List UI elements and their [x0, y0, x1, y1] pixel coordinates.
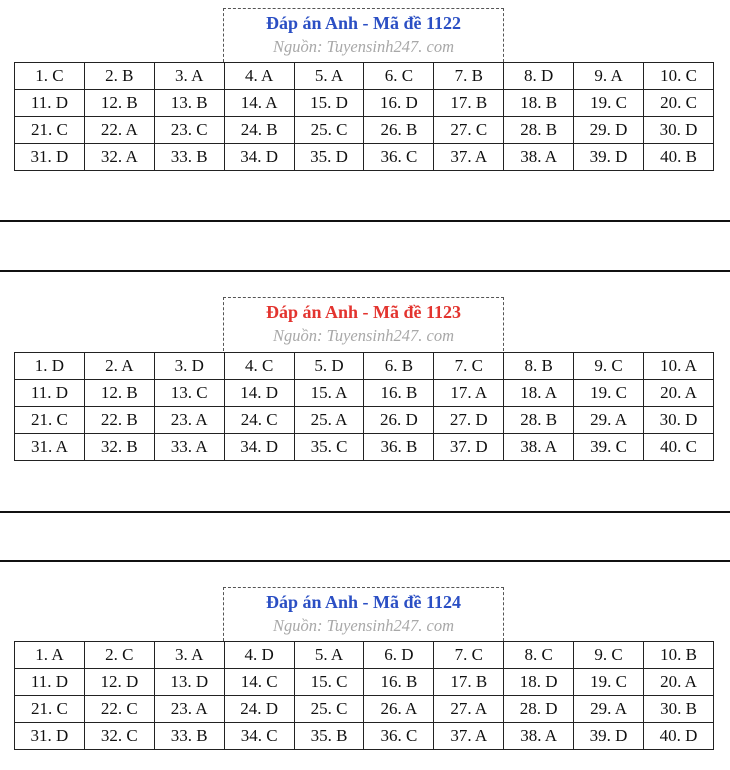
answer-cell: 32. A [84, 144, 154, 171]
answer-cell: 20. C [644, 90, 714, 117]
answer-cell: 11. D [15, 669, 85, 696]
table-row [15, 696, 714, 723]
answer-cell: 28. B [504, 117, 574, 144]
answer-cell: 7. C [434, 642, 504, 669]
answer-cell: 22. A [84, 117, 154, 144]
answer-cell: 31. D [15, 723, 85, 750]
table-row [15, 434, 714, 461]
answer-cell: 27. A [434, 696, 504, 723]
answer-cell: 35. C [294, 434, 364, 461]
answer-cell: 12. B [84, 90, 154, 117]
answer-cell: 13. B [154, 90, 224, 117]
answer-cell: 5. D [294, 353, 364, 380]
answer-cell: 27. D [434, 407, 504, 434]
source-note: Nguồn: Tuyensinh247. com [272, 616, 455, 635]
answer-cell: 2. B [84, 63, 154, 90]
answer-cell: 6. B [364, 353, 434, 380]
table-row [15, 117, 714, 144]
answer-cell: 3. A [154, 63, 224, 90]
answer-cell: 22. C [84, 696, 154, 723]
answer-cell: 24. C [224, 407, 294, 434]
answer-cell: 7. C [434, 353, 504, 380]
answer-cell: 40. D [644, 723, 714, 750]
answer-cell: 30. D [644, 407, 714, 434]
answer-cell: 24. B [224, 117, 294, 144]
answer-cell: 2. A [84, 353, 154, 380]
table-row [15, 669, 714, 696]
answer-cell: 10. B [644, 642, 714, 669]
answer-cell: 5. A [294, 63, 364, 90]
answer-cell: 8. C [504, 642, 574, 669]
answer-cell: 29. A [574, 407, 644, 434]
answer-cell: 36. B [364, 434, 434, 461]
answer-table [14, 352, 714, 461]
answer-cell: 1. D [15, 353, 85, 380]
answer-cell: 19. C [574, 669, 644, 696]
answer-cell: 12. D [84, 669, 154, 696]
answer-cell: 40. C [644, 434, 714, 461]
answer-cell: 2. C [84, 642, 154, 669]
source-note: Nguồn: Tuyensinh247. com [272, 326, 455, 345]
answer-cell: 22. B [84, 407, 154, 434]
answer-cell: 8. D [504, 63, 574, 90]
answer-cell: 15. D [294, 90, 364, 117]
answer-cell: 11. D [15, 90, 85, 117]
answer-cell: 21. C [15, 696, 85, 723]
answer-cell: 33. B [154, 144, 224, 171]
answer-cell: 14. A [224, 90, 294, 117]
answer-cell: 32. B [84, 434, 154, 461]
table-row [15, 353, 714, 380]
answer-cell: 9. C [574, 642, 644, 669]
answer-cell: 3. A [154, 642, 224, 669]
answer-cell: 29. A [574, 696, 644, 723]
answer-cell: 23. C [154, 117, 224, 144]
answer-cell: 39. D [574, 723, 644, 750]
answer-cell: 32. C [84, 723, 154, 750]
answer-cell: 10. A [644, 353, 714, 380]
table-row [15, 63, 714, 90]
answer-cell: 3. D [154, 353, 224, 380]
answer-cell: 26. B [364, 117, 434, 144]
answer-cell: 34. C [224, 723, 294, 750]
answer-cell: 30. B [644, 696, 714, 723]
answer-cell: 40. B [644, 144, 714, 171]
table-row [15, 144, 714, 171]
answer-cell: 20. A [644, 669, 714, 696]
answer-cell: 36. C [364, 723, 434, 750]
answer-cell: 23. A [154, 407, 224, 434]
table-row [15, 642, 714, 669]
answer-cell: 18. D [504, 669, 574, 696]
answer-cell: 31. A [15, 434, 85, 461]
answer-cell: 13. C [154, 380, 224, 407]
answer-cell: 28. D [504, 696, 574, 723]
answer-cell: 14. D [224, 380, 294, 407]
answer-table [14, 641, 714, 750]
answer-cell: 35. B [294, 723, 364, 750]
answer-cell: 19. C [574, 90, 644, 117]
answer-cell: 29. D [574, 117, 644, 144]
answer-cell: 37. A [434, 144, 504, 171]
divider-line [0, 511, 730, 513]
section-header [223, 8, 504, 62]
answer-cell: 34. D [224, 144, 294, 171]
answer-cell: 23. A [154, 696, 224, 723]
section-title: Đáp án Anh - Mã đề 1124 [265, 592, 462, 612]
answer-table [14, 62, 714, 171]
answer-cell: 24. D [224, 696, 294, 723]
answer-cell: 37. D [434, 434, 504, 461]
answer-cell: 17. A [434, 380, 504, 407]
answer-cell: 39. D [574, 144, 644, 171]
divider-line [0, 560, 730, 562]
section-title: Đáp án Anh - Mã đề 1122 [265, 13, 462, 33]
answer-cell: 34. D [224, 434, 294, 461]
answer-cell: 16. B [364, 380, 434, 407]
answer-cell: 35. D [294, 144, 364, 171]
answer-cell: 38. A [504, 434, 574, 461]
divider-line [0, 270, 730, 272]
answer-cell: 26. D [364, 407, 434, 434]
answer-cell: 36. C [364, 144, 434, 171]
answer-cell: 25. A [294, 407, 364, 434]
answer-cell: 26. A [364, 696, 434, 723]
table-row [15, 723, 714, 750]
answer-cell: 9. C [574, 353, 644, 380]
answer-cell: 9. A [574, 63, 644, 90]
table-row [15, 380, 714, 407]
answer-cell: 16. B [364, 669, 434, 696]
answer-cell: 18. A [504, 380, 574, 407]
answer-cell: 20. A [644, 380, 714, 407]
source-note: Nguồn: Tuyensinh247. com [272, 37, 455, 56]
answer-cell: 6. D [364, 642, 434, 669]
answer-cell: 15. C [294, 669, 364, 696]
answer-cell: 21. C [15, 407, 85, 434]
answer-cell: 33. B [154, 723, 224, 750]
answer-cell: 21. C [15, 117, 85, 144]
answer-cell: 37. A [434, 723, 504, 750]
answer-cell: 1. C [15, 63, 85, 90]
answer-cell: 33. A [154, 434, 224, 461]
answer-cell: 1. A [15, 642, 85, 669]
answer-cell: 18. B [504, 90, 574, 117]
answer-cell: 7. B [434, 63, 504, 90]
answer-cell: 25. C [294, 696, 364, 723]
answer-cell: 4. C [224, 353, 294, 380]
answer-cell: 38. A [504, 723, 574, 750]
answer-cell: 19. C [574, 380, 644, 407]
answer-cell: 16. D [364, 90, 434, 117]
answer-cell: 4. A [224, 63, 294, 90]
answer-cell: 28. B [504, 407, 574, 434]
answer-cell: 15. A [294, 380, 364, 407]
answer-cell: 8. B [504, 353, 574, 380]
answer-cell: 12. B [84, 380, 154, 407]
answer-cell: 38. A [504, 144, 574, 171]
answer-cell: 10. C [644, 63, 714, 90]
answer-cell: 11. D [15, 380, 85, 407]
table-row [15, 90, 714, 117]
answer-cell: 5. A [294, 642, 364, 669]
table-row [15, 407, 714, 434]
section-header [223, 587, 504, 641]
answer-cell: 4. D [224, 642, 294, 669]
answer-cell: 17. B [434, 90, 504, 117]
answer-cell: 39. C [574, 434, 644, 461]
section-header [223, 297, 504, 351]
section-title: Đáp án Anh - Mã đề 1123 [265, 302, 462, 322]
answer-cell: 6. C [364, 63, 434, 90]
answer-cell: 14. C [224, 669, 294, 696]
answer-cell: 30. D [644, 117, 714, 144]
answer-cell: 25. C [294, 117, 364, 144]
answer-cell: 13. D [154, 669, 224, 696]
divider-line [0, 220, 730, 222]
answer-cell: 31. D [15, 144, 85, 171]
answer-cell: 17. B [434, 669, 504, 696]
answer-cell: 27. C [434, 117, 504, 144]
